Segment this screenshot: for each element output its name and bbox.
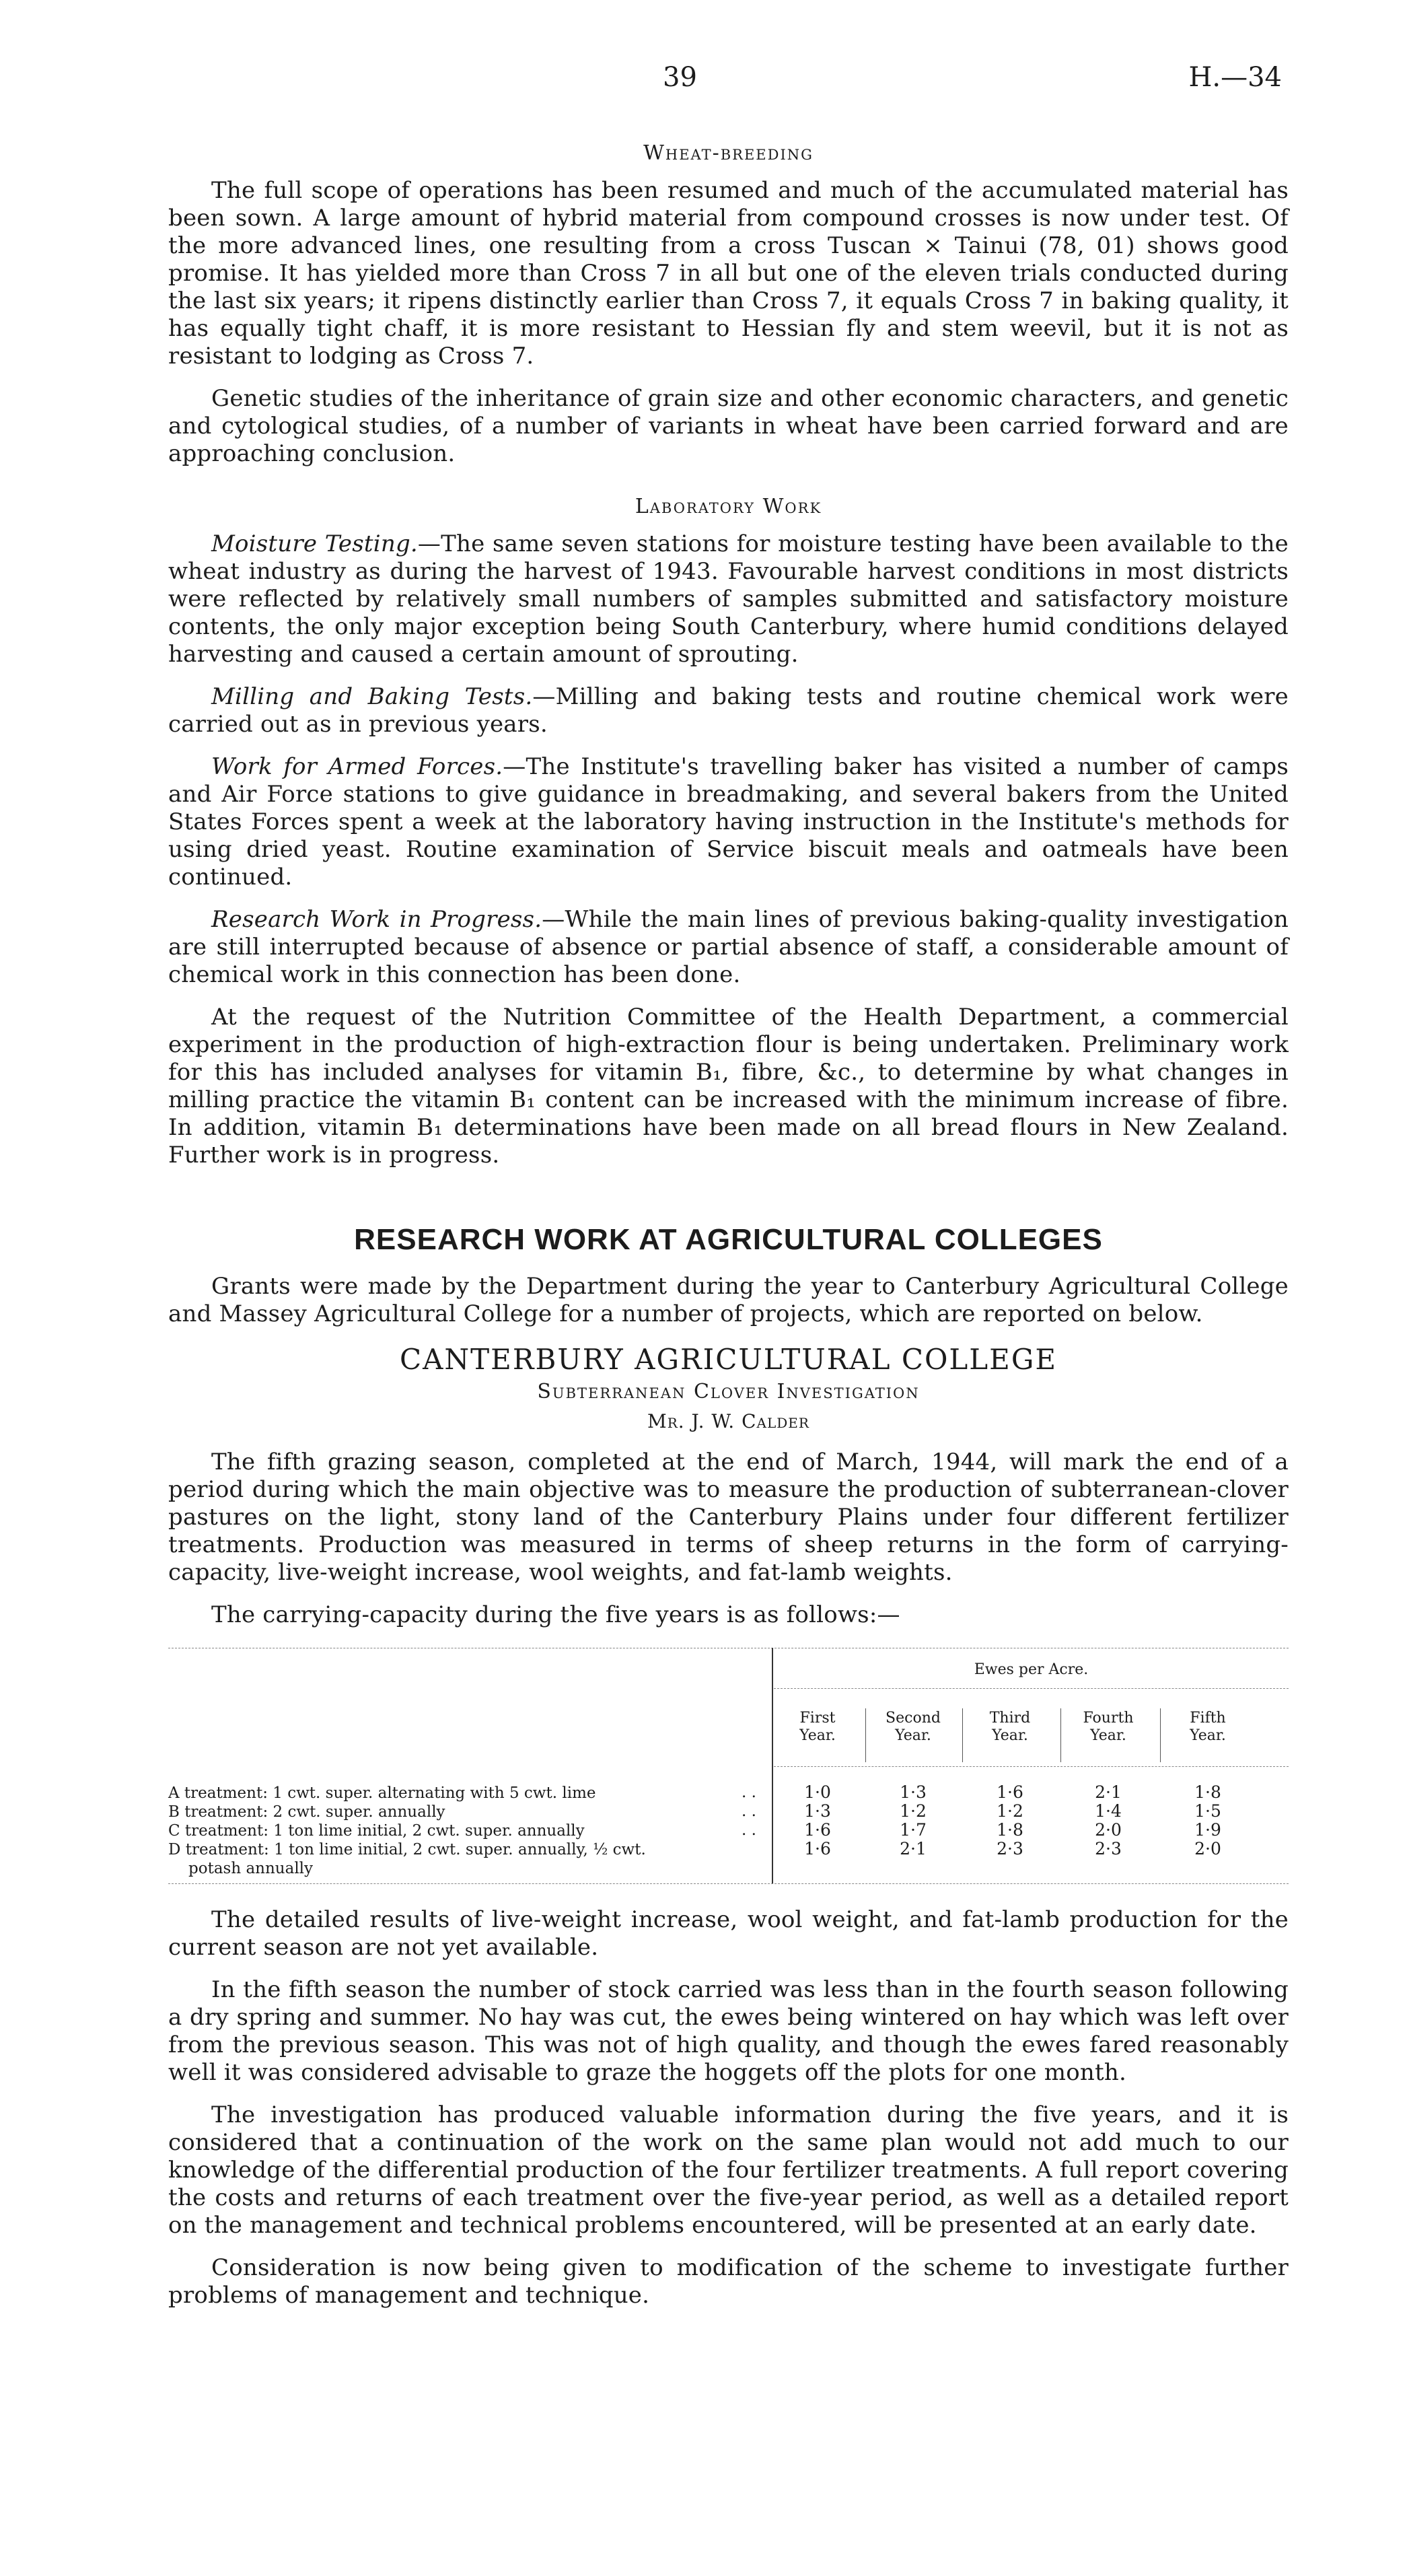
carrying-capacity-table bbox=[168, 1644, 1289, 1886]
column-divider bbox=[1060, 1708, 1061, 1762]
row-label-text: D treatment: 1 ton lime initial, 2 cwt. super. annually, ½ cwt. bbox=[168, 1841, 646, 1858]
paragraph-milling-tests bbox=[168, 683, 1289, 738]
lead-in: Moisture Testing. bbox=[211, 530, 418, 557]
table-cell: 2·1 bbox=[1095, 1782, 1122, 1802]
table-cell: 1·6 bbox=[997, 1782, 1023, 1802]
table-cell: 1·0 bbox=[804, 1782, 831, 1802]
paragraph: Genetic studies of the inheritance of grain size and other economic characters, and genetic and cytological studies, of a number of variants in wheat have been carried forward and are approaching conclusion. bbox=[168, 385, 1289, 467]
leader-dots: . . bbox=[742, 1784, 756, 1801]
paragraph-text: —The Institute's travelling baker has visited a number of camps and Air Force stations to give guidance in breadmaking, and several bakers from the United States Forces spent a week at the laboratory having instruction in the Institute's methods for using dried yeast. Routine examination of Service biscuit meals and oatmeals have been continued. bbox=[168, 753, 1289, 891]
paragraph: The fifth grazing season, completed at the end of March, 1944, will mark the end of a period during which the main objective was to measure the production of subterranean-clover pastures on the light, stony land of the Canterbury Plains under four different fertilizer treatments. Production was measured in terms of sheep returns in the form of carrying-capacity, live-weight increase, wool weights, and fat-lamb weights. bbox=[168, 1449, 1289, 1586]
investigator-name: Mr. J. W. Calder bbox=[647, 1410, 809, 1432]
table-row-label-c bbox=[168, 1821, 841, 1840]
column-divider bbox=[865, 1708, 866, 1762]
table-cell: 1·8 bbox=[1194, 1782, 1221, 1802]
lead-in: Work for Armed Forces. bbox=[211, 753, 503, 780]
table-cell: 2·1 bbox=[900, 1839, 927, 1858]
table-cell: 1·4 bbox=[1095, 1801, 1122, 1821]
paragraph-armed-forces bbox=[168, 753, 1289, 891]
section-heading: RESEARCH WORK AT AGRICULTURAL COLLEGES bbox=[354, 1223, 1103, 1256]
row-label-continuation: potash annually bbox=[188, 1860, 314, 1877]
paragraph: In the fifth season the number of stock carried was less than in the fourth season following a dry spring and summer. No hay was cut, the ewes being wintered on hay which was left over from the previous season. This was not of high quality, and though the ewes fared reasonably well it was considered advisable to graze the hoggets off the plots for one month. bbox=[168, 1976, 1289, 2086]
table-cell: 2·3 bbox=[997, 1839, 1023, 1858]
table-cell: 2·0 bbox=[1194, 1839, 1221, 1858]
row-label-text: B treatment: 2 cwt. super. annually bbox=[168, 1803, 445, 1821]
column-header-fifth-year: Fifth Year. bbox=[1190, 1710, 1226, 1744]
table-cell: 1·2 bbox=[997, 1801, 1023, 1821]
paragraph-text: —The same seven stations for moisture testing have been available to the wheat industry as during the harvest of 1943. Favourable harvest conditions in most districts were reflected by relatively small numbers of samples submitted and satisfactory moisture contents, the only major exception being South Canterbury, where humid conditions delayed harvesting and caused a certain amount of sprouting. bbox=[168, 530, 1289, 668]
ewes-per-acre-header: Ewes per Acre. bbox=[974, 1661, 1089, 1678]
lead-in: Milling and Baking Tests. bbox=[211, 683, 533, 710]
table-row-label-a bbox=[168, 1784, 841, 1803]
column-header-rule bbox=[774, 1766, 1289, 1767]
table-row-label-b bbox=[168, 1803, 841, 1821]
paragraph: The detailed results of live-weight increase, wool weight, and fat-lamb production for the current season are not yet available. bbox=[168, 1906, 1289, 1961]
page-content bbox=[168, 128, 1289, 2324]
paragraph-moisture-testing bbox=[168, 530, 1289, 668]
document-reference: H.—34 bbox=[1188, 62, 1282, 93]
paragraph: Grants were made by the Department during the year to Canterbury Agricultural College and Massey Agricultural College for a number of projects, which are reported on below. bbox=[168, 1273, 1289, 1327]
paragraph: At the request of the Nutrition Committee of the Health Department, a commercial experiment in the production of high-extraction flour is being undertaken. Preliminary work for this has included analyses for vitamin B₁, fibre, &c., to determine by what changes in milling practice the vitamin B₁ content can be increased with the minimum increase of fibre. In addition, vitamin B₁ determinations have been made on all bread flours in New Zealand. Further work is in progress. bbox=[168, 1004, 1289, 1169]
leader-dots: . . bbox=[742, 1803, 756, 1820]
table-cell: 1·6 bbox=[804, 1820, 831, 1840]
table-bottom-rule bbox=[168, 1883, 1289, 1884]
leader-dots: . . bbox=[742, 1821, 756, 1839]
table-cell: 1·9 bbox=[1194, 1820, 1221, 1840]
paragraph-text: —While the main lines of previous baking-quality investigation are still interrupted because of absence or partial absence of staff, a considerable amount of chemical work in this connection has been done. bbox=[168, 906, 1289, 988]
wheat-breeding-heading: Wheat-breeding bbox=[643, 141, 814, 165]
paragraph: The investigation has produced valuable information during the five years, and it is considered that a continuation of the work on the same plan would not add much to our knowledge of the differential production of the four fertilizer treatments. A full report covering the costs and returns of each treatment over the five-year period, as well as a detailed report on the management and technical problems encountered, will be presented at an early date. bbox=[168, 2101, 1289, 2239]
column-header-fourth-year: Fourth Year. bbox=[1083, 1710, 1134, 1744]
page-number: 39 bbox=[663, 62, 697, 93]
paragraph: Consideration is now being given to modification of the scheme to investigate further problems of management and technique. bbox=[168, 2254, 1289, 2309]
group-header-rule bbox=[774, 1688, 1289, 1689]
table-cell: 1·2 bbox=[900, 1801, 927, 1821]
table-cell: 1·8 bbox=[997, 1820, 1023, 1840]
column-divider bbox=[962, 1708, 963, 1762]
paragraph-research-progress bbox=[168, 906, 1289, 989]
column-divider bbox=[1160, 1708, 1161, 1762]
paragraph: The carrying-capacity during the five years is as follows:— bbox=[211, 1601, 900, 1628]
college-heading: CANTERBURY AGRICULTURAL COLLEGE bbox=[399, 1343, 1058, 1376]
paragraph-text: —Milling and baking tests and routine chemical work were carried out as in previous years. bbox=[168, 683, 1289, 738]
table-cell: 1·3 bbox=[900, 1782, 927, 1802]
table-row-label-d bbox=[168, 1840, 841, 1878]
lead-in: Research Work in Progress. bbox=[211, 906, 542, 933]
page-header bbox=[0, 62, 1407, 102]
table-cell: 1·5 bbox=[1194, 1801, 1221, 1821]
table-cell: 2·3 bbox=[1095, 1839, 1122, 1858]
row-label-text: A treatment: 1 cwt. super. alternating with 5 cwt. lime bbox=[168, 1784, 596, 1802]
paragraph: The full scope of operations has been resumed and much of the accumulated material has been sown. A large amount of hybrid material from compound crosses is now under test. Of the more advanced lines, one resulting from a cross Tuscan × Tainui (78, 01) shows good promise. It has yielded more than Cross 7 in all but one of the eleven trials conducted during the last six years; it ripens distinctly earlier than Cross 7, it equals Cross 7 in baking quality, it has equally tight chaff, it is more resistant to Hessian fly and stem weevil, but it is not as resistant to lodging as Cross 7. bbox=[168, 177, 1289, 370]
investigation-heading: Subterranean Clover Investigation bbox=[537, 1380, 920, 1403]
table-cell: 1·3 bbox=[804, 1801, 831, 1821]
table-cell: 1·6 bbox=[804, 1839, 831, 1858]
table-cell: 2·0 bbox=[1095, 1820, 1122, 1840]
column-header-second-year: Second Year. bbox=[886, 1710, 941, 1744]
column-header-first-year: First Year. bbox=[799, 1710, 836, 1744]
column-header-third-year: Third Year. bbox=[989, 1710, 1031, 1744]
table-cell: 1·7 bbox=[900, 1820, 927, 1840]
laboratory-work-heading: Laboratory Work bbox=[635, 495, 822, 518]
row-label-text: C treatment: 1 ton lime initial, 2 cwt. super. annually bbox=[168, 1822, 585, 1840]
